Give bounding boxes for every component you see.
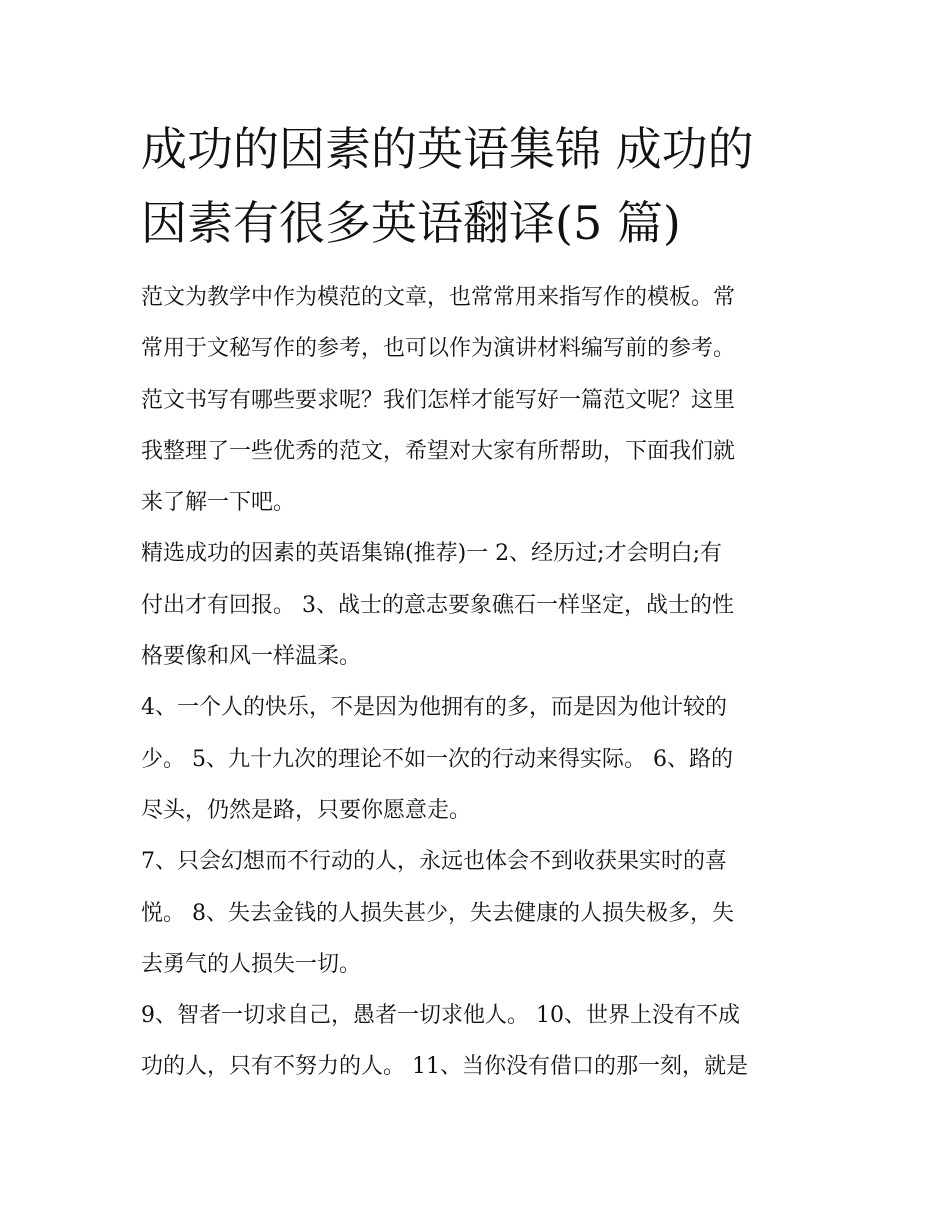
paragraph xyxy=(141,682,817,836)
text-line: 4、一个人的快乐，不是因为他拥有的多，而是因为他计较的 xyxy=(141,695,727,721)
text-line: 常用于文秘写作的参考，也可以作为演讲材料编写前的参考。 xyxy=(141,336,736,362)
text-line: 7、只会幻想而不行动的人，永远也体会不到收获果实时的喜 xyxy=(141,849,727,875)
text-line: 我整理了一些优秀的范文，希望对大家有所帮助，下面我们就 xyxy=(141,438,736,464)
paragraph xyxy=(141,528,817,682)
text-line: 功的人，只有不努力的人。 11、当你没有借口的那一刻，就是 xyxy=(141,1054,748,1080)
text-line: 范文为教学中作为模范的文章，也常常用来指写作的模板。常 xyxy=(141,285,736,310)
text-line: 范文书写有哪些要求呢？我们怎样才能写好一篇范文呢？这里 xyxy=(141,387,736,413)
title-line: 因素有很多英语翻译(5 篇) xyxy=(141,196,681,250)
text-line: 尽头，仍然是路，只要你愿意走。 xyxy=(141,797,472,823)
document-content xyxy=(141,112,817,1093)
text-line: 精选成功的因素的英语集锦(推荐)一 2、经历过;才会明白;有 xyxy=(141,541,722,567)
paragraph xyxy=(141,990,817,1093)
text-line: 来了解一下吧。 xyxy=(141,490,296,516)
title-line: 成功的因素的英语集锦 成功的 xyxy=(141,122,754,176)
text-line: 去勇气的人损失一切。 xyxy=(141,951,362,977)
text-line: 付出才有回报。 3、战士的意志要象礁石一样坚定，战士的性 xyxy=(141,592,734,618)
document-body xyxy=(141,272,817,1093)
text-line: 少。 5、九十九次的理论不如一次的行动来得实际。 6、路的 xyxy=(141,746,733,772)
document-title xyxy=(141,112,817,260)
text-line: 9、智者一切求自己，愚者一切求他人。 10、世界上没有不成 xyxy=(141,1003,740,1029)
text-line: 格要像和风一样温柔。 xyxy=(141,644,362,670)
text-line: 悦。 8、失去金钱的人损失甚少，失去健康的人损失极多，失 xyxy=(141,900,734,926)
paragraph-intro xyxy=(141,272,817,528)
paragraph xyxy=(141,836,817,990)
